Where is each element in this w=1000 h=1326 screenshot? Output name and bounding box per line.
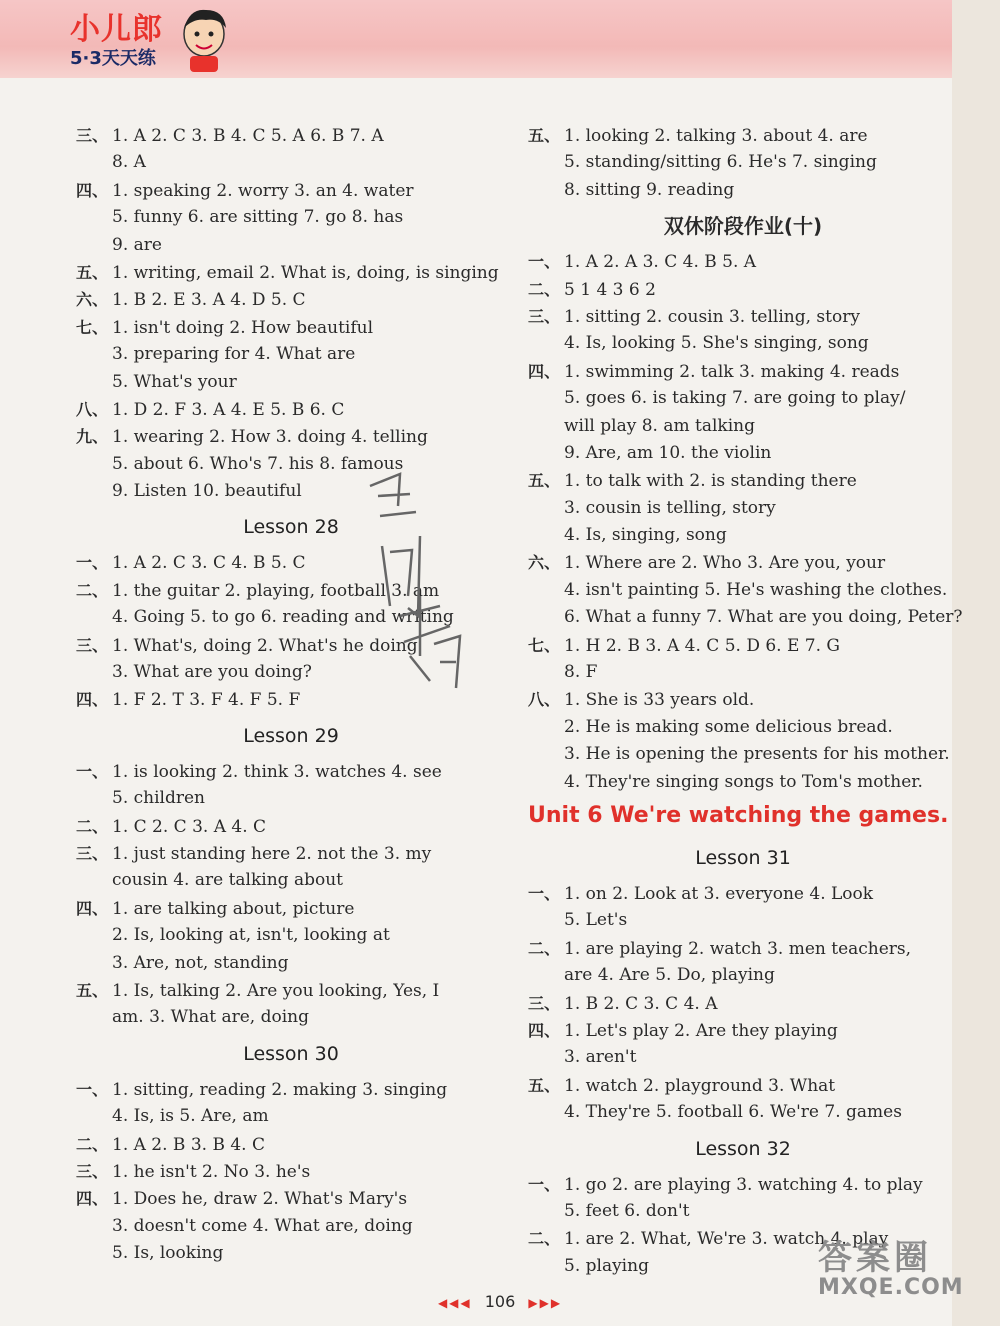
- answer-line: [528, 276, 958, 303]
- answer-text: 1. is looking 2. think 3. watches 4. see: [112, 761, 442, 782]
- answer-line: [528, 467, 958, 494]
- answer-text: 1. just standing here 2. not the 3. my: [112, 843, 432, 864]
- lesson-heading: Lesson 29: [243, 724, 339, 747]
- answer-line: [76, 286, 506, 313]
- section-number: 一、: [76, 761, 109, 781]
- answer-line-continued: 3. What are you doing?: [112, 662, 312, 683]
- watermark-cn: 答案圈: [818, 1238, 932, 1278]
- answer-line-continued: 8. A: [112, 152, 146, 173]
- answer-line: [528, 549, 958, 576]
- answer-line-continued: 4. Is, is 5. Are, am: [112, 1106, 269, 1127]
- answer-line: [76, 396, 506, 423]
- answer-line-continued: 5. Is, looking: [112, 1243, 224, 1264]
- section-number: 四、: [76, 898, 109, 918]
- logo-title: 小儿郎: [70, 12, 163, 47]
- section-number: 一、: [528, 252, 561, 272]
- answer-line-continued: 4. Is, looking 5. She's singing, song: [564, 333, 869, 354]
- section-number: 二、: [76, 1134, 109, 1154]
- section-number: 三、: [76, 126, 109, 145]
- answer-text: 1. C 2. C 3. A 4. C: [112, 816, 267, 837]
- section-number: 四、: [528, 361, 561, 381]
- answer-line: [528, 303, 958, 330]
- section-number: 三、: [76, 635, 109, 655]
- section-number: 二、: [76, 580, 109, 600]
- brand-logo: [70, 2, 230, 76]
- answer-line: [528, 880, 958, 907]
- answer-line: [76, 977, 506, 1004]
- section-number: 五、: [528, 126, 561, 145]
- answer-text: 1. Where are 2. Who 3. Are you, your: [564, 553, 886, 574]
- answer-text: 1. wearing 2. How 3. doing 4. telling: [112, 427, 428, 448]
- handwriting-scribble: [360, 466, 470, 696]
- answer-line-continued: are 4. Are 5. Do, playing: [564, 965, 775, 986]
- answer-line: [76, 259, 506, 286]
- section-number: 三、: [528, 306, 561, 326]
- lesson-heading: Lesson 28: [243, 516, 339, 539]
- answer-text: 1. What's, doing 2. What's he doing: [112, 635, 418, 656]
- answer-line-continued: 2. He is making some delicious bread.: [564, 716, 893, 737]
- answer-line: [76, 840, 506, 867]
- answer-line-continued: 8. F: [564, 662, 598, 683]
- section-heading: 双休阶段作业(十): [663, 214, 823, 239]
- answer-text: 5 1 4 3 6 2: [564, 279, 656, 300]
- section-number: 五、: [76, 980, 109, 1000]
- answer-line: [528, 990, 958, 1017]
- answer-line-continued: 5. standing/sitting 6. He's 7. singing: [564, 152, 877, 173]
- answer-text: 1. sitting 2. cousin 3. telling, story: [564, 306, 860, 327]
- next-arrows-icon: ▶▶▶: [528, 1296, 563, 1310]
- answer-line-continued: 3. Are, not, standing: [112, 952, 289, 973]
- answer-text: 1. sitting, reading 2. making 3. singing: [112, 1079, 448, 1100]
- answer-line-continued: will play 8. am talking: [564, 415, 755, 436]
- answer-text: 1. swimming 2. talk 3. making 4. reads: [564, 361, 900, 382]
- section-number: 一、: [76, 553, 109, 573]
- answer-line: [76, 1076, 506, 1103]
- answer-text: 1. A 2. A 3. C 4. B 5. A: [564, 252, 757, 273]
- mascot-boy-icon: [176, 4, 232, 74]
- page-header: [0, 0, 1000, 78]
- answer-text: 1. Let's play 2. Are they playing: [564, 1020, 838, 1041]
- lesson-heading: Lesson 32: [695, 1137, 791, 1160]
- section-number: 三、: [76, 843, 109, 863]
- answer-text: 1. are talking about, picture: [112, 898, 355, 919]
- site-watermark: [818, 1230, 964, 1300]
- answer-line: [76, 758, 506, 785]
- section-number: 三、: [528, 993, 561, 1013]
- answer-line: [76, 813, 506, 840]
- answer-line-continued: 4. isn't painting 5. He's washing the clothes.: [564, 579, 948, 600]
- answer-text: 1. isn't doing 2. How beautiful: [112, 317, 374, 338]
- page-edge: [952, 0, 1000, 1326]
- answer-line: [528, 358, 958, 385]
- answer-line-continued: 2. Is, looking at, isn't, looking at: [112, 925, 390, 946]
- section-number: 一、: [528, 1174, 561, 1194]
- answer-text: 1. he isn't 2. No 3. he's: [112, 1161, 311, 1182]
- answer-column-right: [528, 122, 963, 1280]
- section-number: 六、: [76, 290, 109, 310]
- section-number: 四、: [76, 1189, 109, 1209]
- section-number: 二、: [528, 938, 561, 958]
- answer-text: 1. go 2. are playing 3. watching 4. to play: [564, 1174, 923, 1195]
- lesson-heading: Lesson 31: [695, 846, 791, 869]
- answer-text: 1. B 2. C 3. C 4. A: [564, 993, 718, 1014]
- answer-text: 1. She is 33 years old.: [564, 690, 755, 711]
- answer-text: 1. speaking 2. worry 3. an 4. water: [112, 180, 414, 201]
- answer-line-continued: 3. preparing for 4. What are: [112, 344, 356, 365]
- answer-line-continued: 3. cousin is telling, story: [564, 497, 776, 518]
- answer-line-continued: 5. children: [112, 788, 205, 809]
- answer-text: 1. A 2. C 3. C 4. B 5. C: [112, 553, 306, 574]
- answer-line-continued: 4. Is, singing, song: [564, 525, 727, 546]
- answer-line-continued: 3. He is opening the presents for his mother.: [564, 744, 950, 765]
- answer-line-continued: 9. Listen 10. beautiful: [112, 481, 302, 502]
- answer-line: [76, 1185, 506, 1212]
- answer-line-continued: 5. Let's: [564, 910, 628, 931]
- section-number: 五、: [76, 262, 109, 282]
- section-number: 一、: [528, 883, 561, 903]
- answer-line-continued: 5. feet 6. don't: [564, 1200, 690, 1221]
- answer-line-continued: 4. They're singing songs to Tom's mother.: [564, 771, 923, 792]
- section-number: 二、: [528, 1229, 561, 1249]
- answer-line: [76, 423, 506, 450]
- answer-line-continued: 3. aren't: [564, 1047, 637, 1068]
- section-number: 五、: [528, 471, 561, 491]
- section-number: 六、: [528, 553, 561, 573]
- section-number: 一、: [76, 1079, 109, 1099]
- answer-text: 1. B 2. E 3. A 4. D 5. C: [112, 290, 306, 311]
- section-number: 五、: [528, 1075, 561, 1095]
- answer-line: [528, 686, 958, 713]
- answer-text: 1. are playing 2. watch 3. men teachers,: [564, 938, 912, 959]
- section-number: 八、: [528, 690, 561, 710]
- answer-text: 1. looking 2. talking 3. about 4. are: [564, 126, 868, 146]
- logo-subtitle: 5·3天天练: [70, 48, 156, 69]
- section-number: 八、: [76, 399, 109, 419]
- answer-text: 1. H 2. B 3. A 4. C 5. D 6. E 7. G: [564, 635, 841, 656]
- section-number: 四、: [76, 690, 109, 710]
- answer-line-continued: 4. They're 5. football 6. We're 7. games: [564, 1102, 902, 1123]
- answer-line-continued: 6. What a funny 7. What are you doing, Peter?: [564, 607, 963, 628]
- answer-text: 1. A 2. B 3. B 4. C: [112, 1134, 265, 1155]
- answer-text: 1. Is, talking 2. Are you looking, Yes, I: [112, 980, 440, 1001]
- answer-line: [76, 177, 506, 204]
- answer-line-continued: cousin 4. are talking about: [112, 870, 343, 891]
- answer-line: [528, 632, 958, 659]
- section-number: 三、: [76, 1161, 109, 1181]
- answer-text: 1. on 2. Look at 3. everyone 4. Look: [564, 883, 874, 904]
- section-number: 二、: [76, 816, 109, 836]
- answer-line-continued: 5. about 6. Who's 7. his 8. famous: [112, 453, 404, 474]
- answer-line-continued: 9. Are, am 10. the violin: [564, 442, 772, 463]
- page-number: 106: [484, 1292, 516, 1311]
- lesson-heading: Lesson 30: [243, 1042, 339, 1065]
- section-number: 二、: [528, 279, 561, 299]
- answer-line: [528, 1017, 958, 1044]
- section-number: 七、: [76, 317, 109, 337]
- unit-heading: Unit 6 We're watching the games.: [528, 802, 949, 828]
- answer-line-continued: 5. funny 6. are sitting 7. go 8. has: [112, 207, 404, 228]
- answer-line: [76, 1158, 506, 1185]
- answer-line-continued: 9. are: [112, 234, 162, 255]
- answer-line: [76, 895, 506, 922]
- answer-line-continued: 8. sitting 9. reading: [564, 179, 735, 200]
- section-number: 四、: [528, 1020, 561, 1040]
- answer-line: [528, 1072, 958, 1099]
- answer-line: [528, 935, 958, 962]
- answer-text: 1. watch 2. playground 3. What: [564, 1075, 836, 1096]
- answer-text: 1. writing, email 2. What is, doing, is singing: [112, 262, 499, 283]
- answer-line: [76, 1131, 506, 1158]
- answer-line-continued: 5. playing: [564, 1255, 649, 1276]
- answer-line-continued: am. 3. What are, doing: [112, 1007, 309, 1028]
- section-number: 七、: [528, 635, 561, 655]
- section-number: 四、: [76, 180, 109, 200]
- answer-line: [528, 122, 958, 149]
- answer-line-continued: 5. goes 6. is taking 7. are going to play/: [564, 388, 906, 409]
- answer-text: 1. to talk with 2. is standing there: [564, 471, 857, 492]
- answer-line: [76, 122, 506, 149]
- answer-line: [76, 314, 506, 341]
- answer-line-continued: 5. What's your: [112, 371, 237, 392]
- answer-text: 1. F 2. T 3. F 4. F 5. F: [112, 690, 301, 711]
- answer-text: 1. A 2. C 3. B 4. C 5. A 6. B 7. A: [112, 126, 384, 146]
- answer-line: [528, 248, 958, 275]
- answer-text: 1. D 2. F 3. A 4. E 5. B 6. C: [112, 399, 345, 420]
- answer-text: 1. Does he, draw 2. What's Mary's: [112, 1189, 408, 1210]
- watermark-en: MXQE.COM: [818, 1275, 964, 1300]
- answer-text: 1. the guitar 2. playing, football 3. am: [112, 580, 440, 601]
- prev-arrows-icon: ◀◀◀: [437, 1296, 472, 1310]
- section-number: 九、: [76, 427, 109, 447]
- answer-line-continued: 4. Going 5. to go 6. reading and writing: [112, 607, 454, 628]
- answer-line-continued: 3. doesn't come 4. What are, doing: [112, 1215, 413, 1236]
- answer-line: [528, 1171, 958, 1198]
- answer-text: 1. are 2. What, We're 3. watch 4. play: [564, 1229, 889, 1250]
